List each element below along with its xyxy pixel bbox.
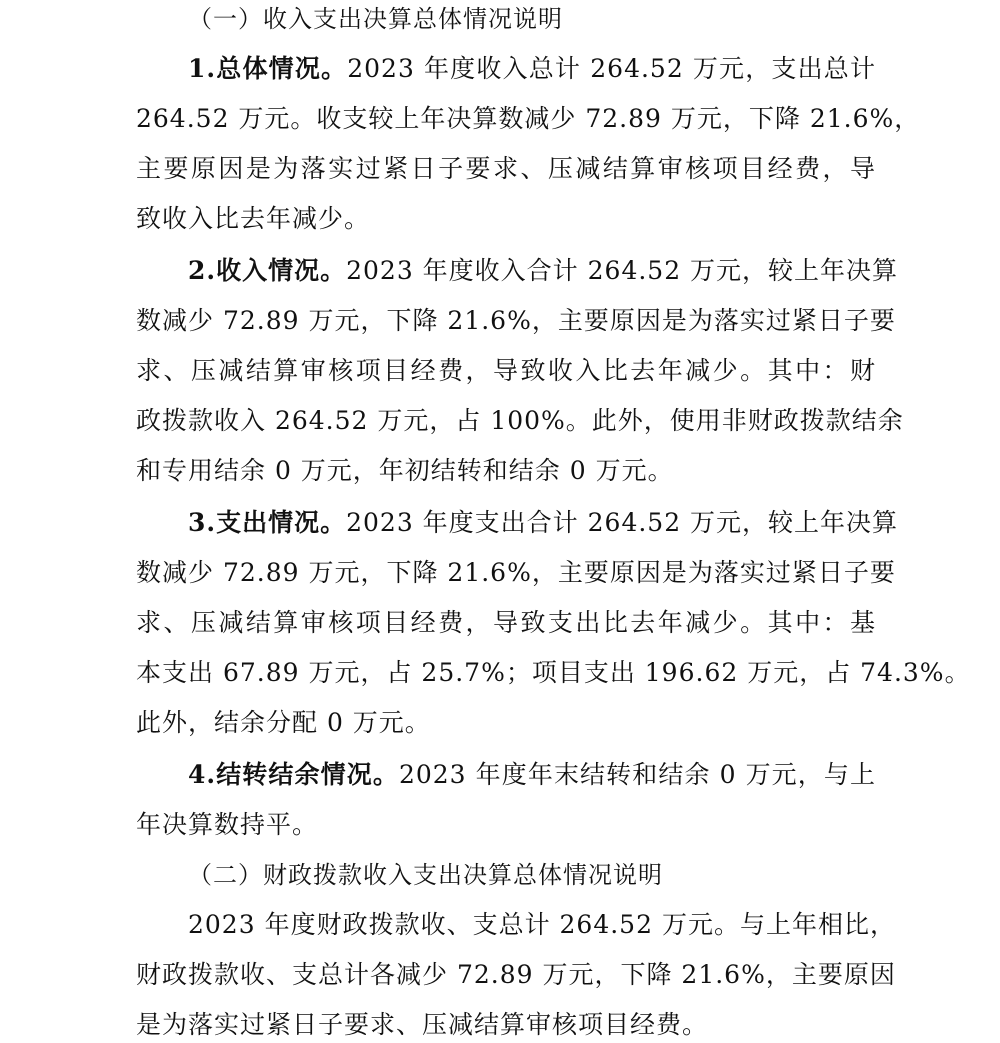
section-1-heading: （一）收入支出决算总体情况说明 [188, 5, 563, 33]
paragraph-4-first-line [188, 758, 876, 792]
paragraph-3-first-line [188, 506, 899, 540]
paragraph-3-line-3: 求、压减结算审核项目经费，导致支出比去年减少。其中：基 [136, 608, 876, 637]
section-2-heading: （二）财政拨款收入支出决算总体情况说明 [188, 861, 663, 889]
paragraph-4-lead: 4.结转结余情况。 [188, 760, 399, 789]
paragraph-2-line-3: 求、压减结算审核项目经费，导致收入比去年减少。其中：财 [136, 356, 876, 385]
paragraph-3-line-5: 此外，结余分配 0 万元。 [136, 708, 431, 737]
paragraph-1-line-3: 主要原因是为落实过紧日子要求、压减结算审核项目经费，导 [136, 154, 876, 183]
paragraph-2-first-line [188, 254, 899, 288]
paragraph-1-lead: 1.总体情况。 [188, 54, 348, 83]
paragraph-5-line-2: 财政拨款收、支总计各减少 72.89 万元，下降 21.6%，主要原因 [136, 960, 896, 989]
paragraph-1-line-4: 致收入比去年减少。 [136, 204, 371, 233]
paragraph-5-line-3: 是为落实过紧日子要求、压减结算审核项目经费。 [136, 1010, 709, 1039]
paragraph-4-line-1: 2023 年度年末结转和结余 0 万元，与上 [398, 760, 877, 789]
paragraph-3-line-4: 本支出 67.89 万元，占 25.7%；项目支出 196.62 万元，占 74.3%。 [136, 658, 971, 687]
paragraph-1-line-2: 264.52 万元。收支较上年决算数减少 72.89 万元，下降 21.6%， [136, 104, 921, 133]
paragraph-2-lead: 2.收入情况。 [188, 256, 347, 285]
paragraph-3-lead: 3.支出情况。 [188, 508, 347, 537]
paragraph-2-line-1: 2023 年度收入合计 264.52 万元，较上年决算 [346, 256, 899, 285]
paragraph-2-line-5: 和专用结余 0 万元，年初结转和结余 0 万元。 [136, 456, 674, 485]
paragraph-4-line-2: 年决算数持平。 [136, 810, 319, 839]
paragraph-3-line-1: 2023 年度支出合计 264.52 万元，较上年决算 [346, 508, 899, 537]
paragraph-5-line-1: 2023 年度财政拨款收、支总计 264.52 万元。与上年相比， [188, 910, 896, 939]
paragraph-1-first-line [188, 52, 876, 86]
paragraph-2-line-4: 政拨款收入 264.52 万元，占 100%。此外，使用非财政拨款结余 [136, 406, 904, 435]
paragraph-2-line-2: 数减少 72.89 万元，下降 21.6%，主要原因是为落实过紧日子要 [136, 306, 896, 335]
paragraph-1-line-1: 2023 年度收入总计 264.52 万元，支出总计 [347, 54, 876, 83]
paragraph-3-line-2: 数减少 72.89 万元，下降 21.6%，主要原因是为落实过紧日子要 [136, 558, 896, 587]
